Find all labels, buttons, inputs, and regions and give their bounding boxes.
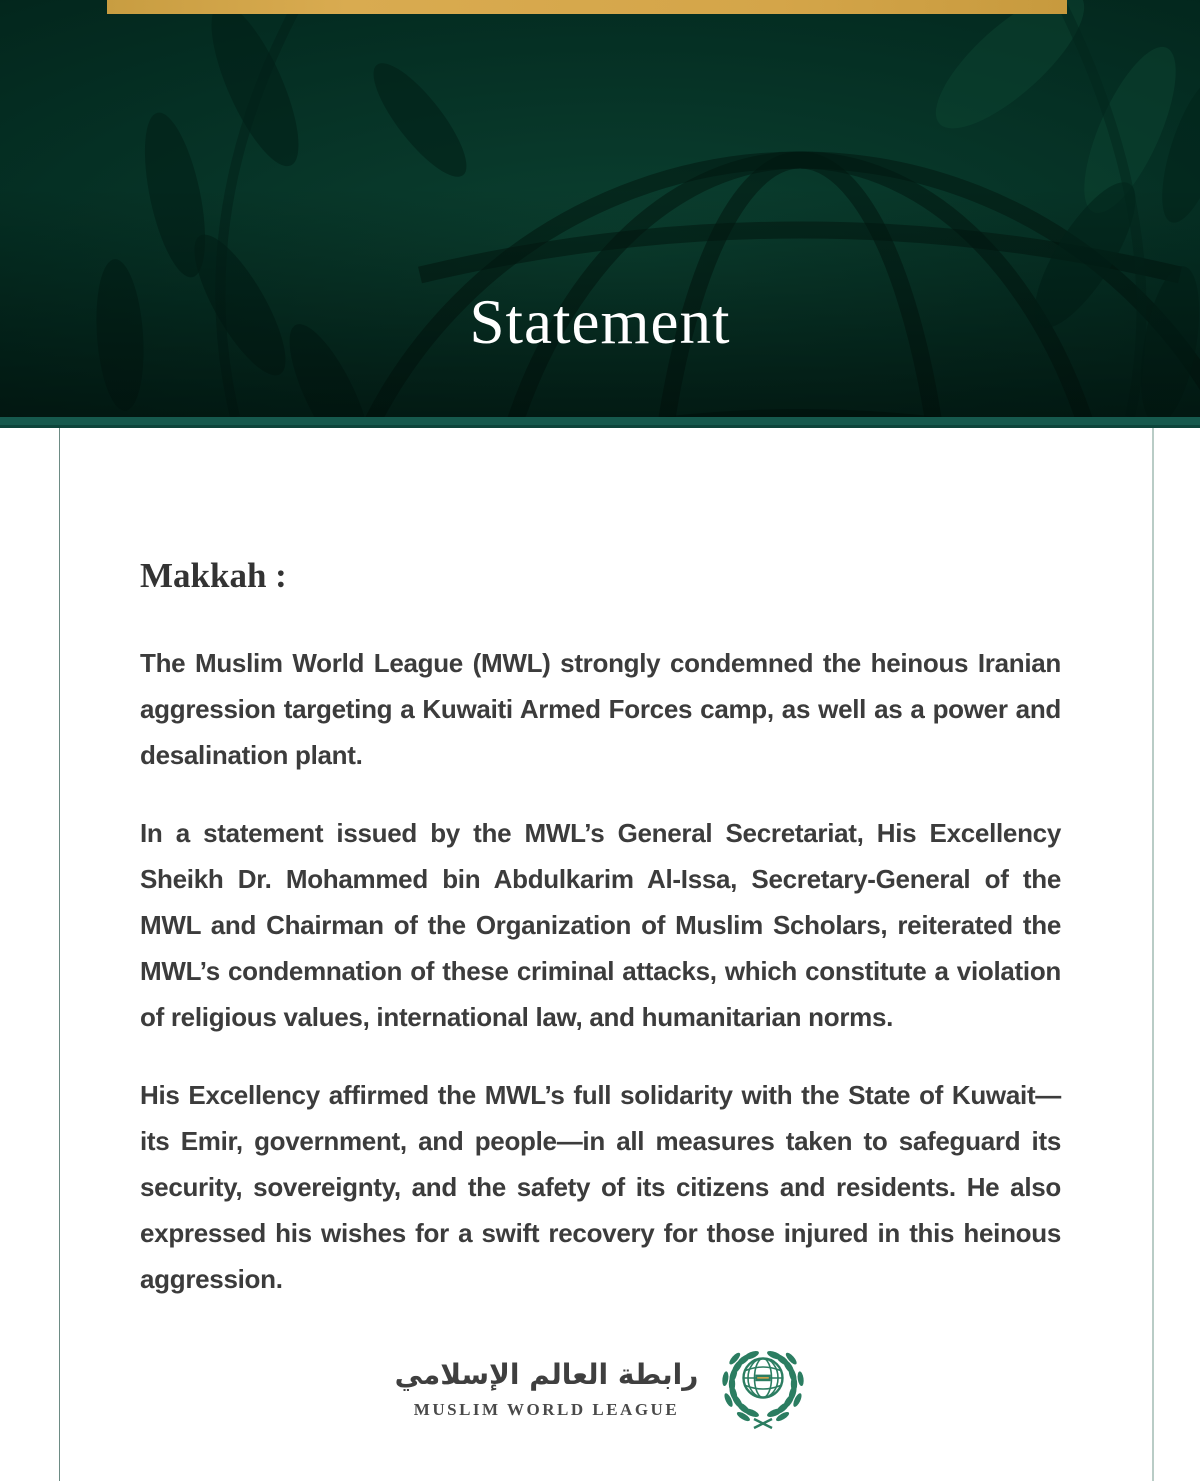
- teal-divider-strip: [0, 417, 1200, 428]
- dateline-heading: Makkah :: [140, 556, 287, 595]
- globe-wreath-icon: [720, 1342, 806, 1434]
- left-vertical-rule: [59, 428, 60, 1481]
- gold-accent-bar: [107, 0, 1067, 14]
- mwl-wordmark: [395, 1357, 699, 1420]
- arabic-wordmark: رابطة العالم الإسلامي: [394, 1357, 699, 1391]
- page-title: Statement: [469, 287, 731, 357]
- header-banner: [0, 0, 1200, 428]
- english-wordmark: MUSLIM WORLD LEAGUE: [413, 1399, 680, 1419]
- right-vertical-rule: [1152, 428, 1154, 1481]
- statement-body: [140, 556, 1061, 1434]
- statement-paragraph-3: His Excellency affirmed the MWL’s full solidarity with the State of Kuwait—its Emir, government, and people—in all measures taken to safeguard its security, sovereignty, and the safety of its citizens and residents. He also expressed his wishes for a swift recovery for those injured in this heinous aggression.: [140, 1080, 1061, 1295]
- statement-paragraph-1: The Muslim World League (MWL) strongly condemned the heinous Iranian aggression targeting a Kuwaiti Armed Forces camp, as well as a power and desalination plant.: [140, 648, 1061, 771]
- mwl-logo: [140, 1342, 1061, 1434]
- statement-paragraph-2: In a statement issued by the MWL’s General Secretariat, His Excellency Sheikh Dr. Mohammed bin Abdulkarim Al-Issa, Secretary-General of the MWL and Chairman of the Organization of Muslim Scholars, reiterated the MWL’s condemnation of these criminal attacks, which constitute a violation of religious values, international law, and humanitarian norms.: [140, 818, 1061, 1033]
